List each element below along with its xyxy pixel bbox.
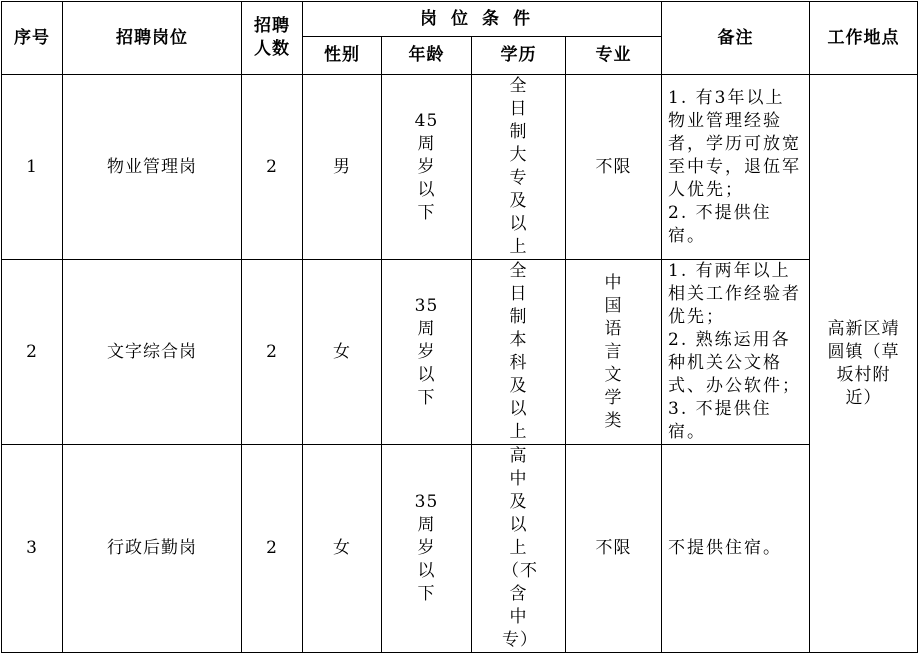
cell-location: 高新区靖圆镇（草坂村附近） <box>810 75 918 653</box>
cell-age: 45周岁以下 <box>382 75 472 260</box>
header-position: 招聘岗位 <box>63 2 242 75</box>
table-row <box>2 75 918 260</box>
table-row <box>2 445 918 653</box>
cell-major: 不限 <box>566 445 662 653</box>
cell-count: 2 <box>242 260 303 445</box>
cell-age: 35周岁以下 <box>382 445 472 653</box>
recruitment-table <box>1 1 918 653</box>
header-conditions: 岗位条件 <box>303 2 662 37</box>
header-location: 工作地点 <box>810 2 918 75</box>
cell-gender: 男 <box>303 75 382 260</box>
table-row <box>2 260 918 445</box>
cell-notes: 不提供住宿。 <box>662 445 810 653</box>
cell-count: 2 <box>242 445 303 653</box>
cell-major: 中国语言文学类 <box>566 260 662 445</box>
cell-count: 2 <box>242 75 303 260</box>
cell-education: 高中及以上（不含中专） <box>472 445 566 653</box>
cell-education: 全日制本科及以上 <box>472 260 566 445</box>
cell-age: 35周岁以下 <box>382 260 472 445</box>
cell-position: 文字综合岗 <box>63 260 242 445</box>
header-notes: 备注 <box>662 2 810 75</box>
header-education: 学历 <box>472 37 566 75</box>
cell-major: 不限 <box>566 75 662 260</box>
header-age: 年龄 <box>382 37 472 75</box>
header-row-top <box>2 2 918 37</box>
cell-seq: 2 <box>2 260 63 445</box>
header-major: 专业 <box>566 37 662 75</box>
cell-seq: 3 <box>2 445 63 653</box>
cell-education: 全日制大专及以上 <box>472 75 566 260</box>
cell-notes: 1. 有3年以上物业管理经验者，学历可放宽至中专，退伍军人优先； 2. 不提供住宿。 <box>662 75 810 260</box>
cell-position: 物业管理岗 <box>63 75 242 260</box>
cell-notes: 1. 有两年以上相关工作经验者优先； 2. 熟练运用各种机关公文格式、办公软件； 3. 不提供住宿。 <box>662 260 810 445</box>
header-seq: 序号 <box>2 2 63 75</box>
header-gender: 性别 <box>303 37 382 75</box>
cell-position: 行政后勤岗 <box>63 445 242 653</box>
cell-seq: 1 <box>2 75 63 260</box>
header-count: 招聘 人数 <box>242 2 303 75</box>
cell-gender: 女 <box>303 445 382 653</box>
cell-gender: 女 <box>303 260 382 445</box>
